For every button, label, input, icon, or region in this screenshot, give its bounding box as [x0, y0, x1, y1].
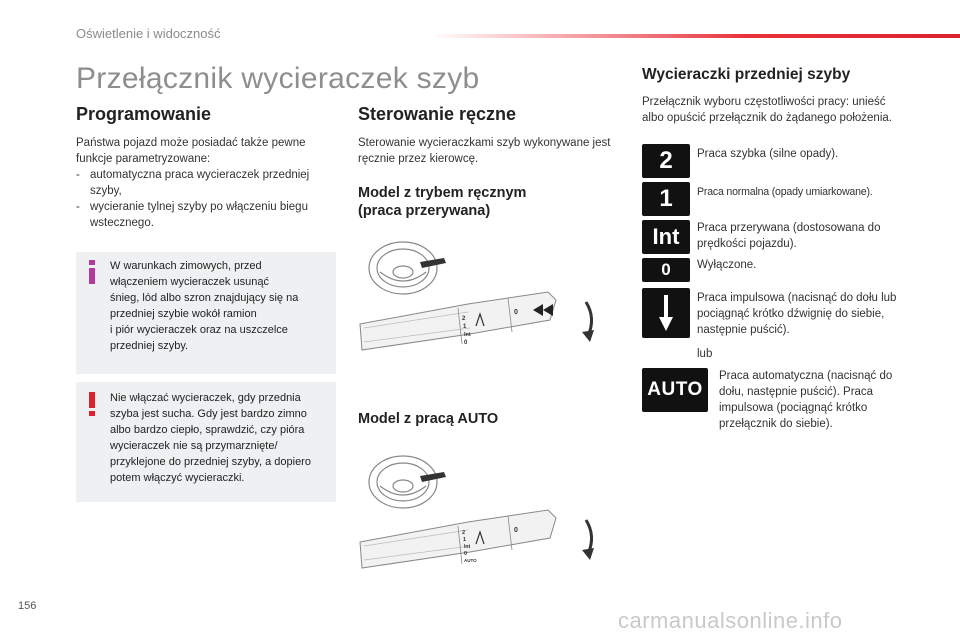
- stalk-label: 0: [464, 340, 468, 346]
- stalk-label: Int: [464, 332, 471, 338]
- front-wipers-section: [642, 66, 912, 126]
- off-icon: 0: [642, 258, 690, 282]
- page-title: Przełącznik wycieraczek szyb: [76, 62, 480, 95]
- manual-mode-heading: Model z trybem ręcznym (praca przerywana): [358, 185, 527, 219]
- auto-icon: AUTO: [642, 368, 708, 412]
- list-item: - automatyczna praca wycieraczek przedniej szyby,: [76, 169, 310, 197]
- front-wipers-intro: Przełącznik wyboru częstotliwości pracy: unieść albo opuścić przełącznik do żądanego położenia.: [642, 96, 892, 124]
- stalk-label: 1: [463, 537, 467, 543]
- rear-wiper-label: 0: [514, 527, 518, 534]
- info-text: W warunkach zimowych, przed włączeniem wycieraczek usunąć śnieg, lód albo szron znajdujący się na przedniej szybie wokół ramion i piór wycieraczek oraz na uszczelce przedniej szyby.: [110, 260, 299, 352]
- stalk-label: 2: [462, 316, 466, 322]
- or-label: lub: [697, 348, 713, 360]
- stalk-label: AUTO: [464, 558, 477, 563]
- programming-intro: Państwa pojazd może posiadać także pewne funkcje parametryzowane:: [76, 137, 306, 165]
- info-icon: [87, 260, 97, 284]
- mode-description: Wyłączone.: [697, 259, 757, 271]
- rear-wiper-label: 0: [514, 309, 518, 316]
- page-number: 156: [18, 600, 37, 612]
- warning-box: [76, 382, 336, 502]
- manual-heading: Sterowanie ręczne: [358, 104, 517, 124]
- exclamation-icon: [87, 392, 97, 416]
- intermittent-icon: Int: [642, 220, 690, 254]
- programming-list: [76, 167, 338, 231]
- speed-1-icon: 1: [642, 182, 690, 216]
- speed-2-icon: 2: [642, 144, 690, 178]
- wiper-stalk-illustration-manual: [358, 232, 608, 370]
- stalk-label: Int: [464, 544, 471, 550]
- stalk-label: 0: [464, 551, 468, 557]
- manual-section: [358, 104, 620, 167]
- programming-heading: Programowanie: [76, 104, 212, 124]
- info-box: [76, 252, 336, 374]
- warning-text: Nie włączać wycieraczek, gdy przednia szyba jest sucha. Gdy jest bardzo zimno albo bardzo ciepło, sprawdzić, czy pióra wycieraczek nie są przymarznięte/ przyklejone do przedniej szyby, a dopiero potem włączyć wycieraczki.: [110, 392, 311, 484]
- programming-section: [76, 104, 338, 231]
- mode-description: Praca szybka (silne opady).: [697, 148, 839, 160]
- watermark: carmanualsonline.info: [618, 608, 843, 633]
- pulse-description: Praca impulsowa (nacisnąć do dołu lub pociągnąć krótko dźwignię do siebie, następnie puścić).: [697, 292, 897, 336]
- mode-description: Praca normalna (opady umiarkowane).: [697, 186, 873, 198]
- auto-description: Praca automatyczna (nacisnąć do dołu, następnie puścić). Praca impulsowa (pociągnąć krótko przełącznik do siebie).: [719, 370, 893, 430]
- manual-text: Sterowanie wycieraczkami szyb wykonywane jest ręcznie przez kierowcę.: [358, 137, 611, 165]
- front-wipers-heading: Wycieraczki przedniej szyby: [642, 66, 851, 83]
- mode-description: Praca przerywana (dostosowana do prędkości pojazdu).: [697, 222, 881, 250]
- arrow-down-icon: [642, 288, 690, 338]
- wiper-stalk-illustration-auto: [358, 448, 608, 588]
- stalk-label: 1: [463, 324, 467, 330]
- stalk-label: 2: [462, 530, 466, 536]
- header-accent-bar: [430, 34, 960, 38]
- auto-mode-heading: Model z pracą AUTO: [358, 411, 499, 427]
- list-item: - wycieranie tylnej szyby po włączeniu biegu wstecznego.: [76, 201, 308, 229]
- section-label: Oświetlenie i widoczność: [76, 26, 221, 41]
